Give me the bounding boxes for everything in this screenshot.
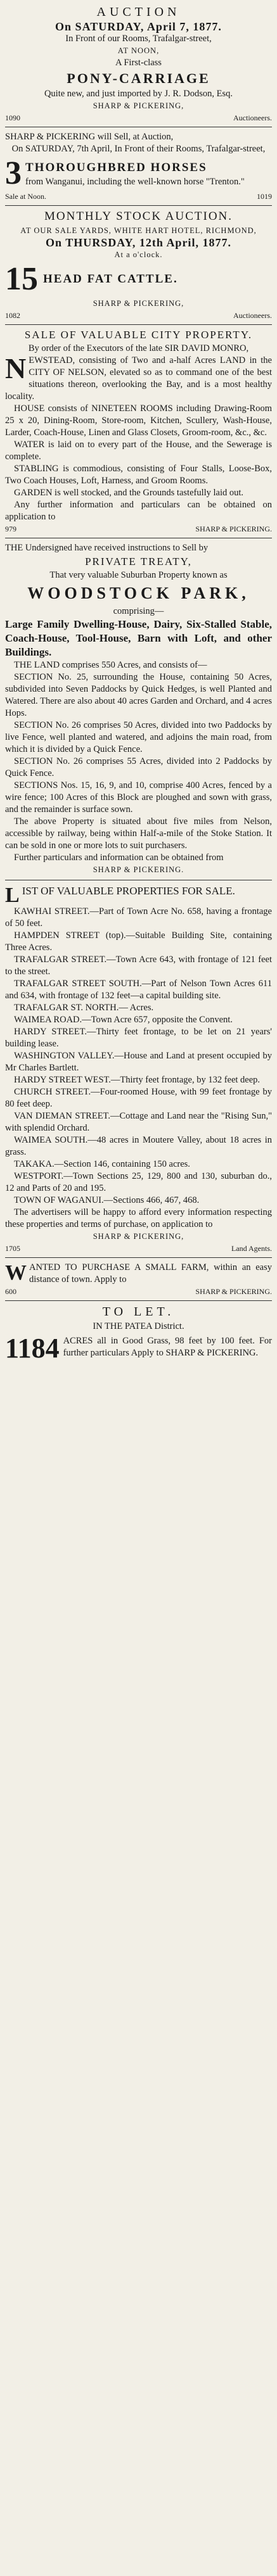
list-item: WAIMEA SOUTH.—48 acres in Moutere Valley, about 18 acres in grass.	[5, 1135, 272, 1157]
ad-agent: SHARP & PICKERING.	[93, 865, 184, 874]
list-item: TRAFALGAR STREET.—Town Acre 643, with frontage of 121 feet to the street.	[5, 955, 272, 977]
ad-title: THOROUGHBRED HORSES	[25, 160, 207, 174]
ad-footer	[5, 192, 272, 201]
ad-date: On SATURDAY, April 7, 1877.	[55, 20, 222, 33]
ad-time: At a o'clock.	[114, 250, 163, 259]
ad-heading: SALE OF VALUABLE CITY PROPERTY.	[24, 329, 253, 341]
ad-big-number: 1184	[5, 1333, 60, 1364]
ad-big-number: 15	[5, 261, 38, 297]
ad-heading: AUCTION	[96, 5, 181, 19]
divider	[5, 324, 272, 325]
ad-intro: A First-class	[115, 58, 162, 68]
ad-title: PONY-CARRIAGE	[67, 70, 210, 86]
ad-section: SECTION No. 25, surrounding the House, containing 50 Acres, subdivided into Seven Paddocks by Quick Hedges, is well Planted and Watered. There are also about 40 acres Garden and Orchard, and 4 acres Hops.	[5, 672, 272, 718]
ad-agent: SHARP & PICKERING.	[195, 1287, 272, 1296]
ad-water: WATER is laid on to every part of the House, and the Sewerage is complete.	[5, 440, 272, 462]
divider	[5, 1300, 272, 1301]
ad-line: SHARP & PICKERING will Sell, at Auction,	[5, 132, 174, 142]
list-item: TRAFALGAR ST. NORTH.— Acres.	[14, 1003, 154, 1013]
ad-time: AT NOON,	[117, 46, 160, 55]
ad-agent: SHARP & PICKERING,	[93, 299, 184, 308]
ad-agent: SHARP & PICKERING,	[93, 1232, 184, 1241]
ad-info: Further particulars and information can be obtained from	[14, 853, 224, 863]
ad-role: Auctioneers.	[233, 113, 272, 122]
divider	[5, 1257, 272, 1258]
ad-line: THE Undersigned have received instructions to Sell by	[5, 543, 209, 553]
ad-footer	[5, 113, 272, 123]
ad-section: SECTIONS Nos. 15, 16, 9, and 10, comprise 400 Acres, fenced by a wire fence; 100 Acres of this Block are ploughed and sown with grass, and the remainder is surface sown.	[5, 780, 272, 815]
ad-footer	[5, 1287, 272, 1297]
drop-cap: N	[5, 352, 27, 384]
ad-place: In Front of our Rooms, Trafalgar-street,	[65, 34, 212, 44]
drop-cap: W	[5, 1261, 27, 1285]
ad-big-number: 3	[5, 155, 22, 191]
ad-footer	[5, 311, 272, 320]
ad-body: WANTED TO PURCHASE A SMALL FARM, within an easy distance of town. Apply to	[5, 1261, 272, 1285]
ad-desc: Quite new, and just imported by J. R. Dodson, Esq.	[44, 89, 233, 99]
list-item: TAKAKA.—Section 146, containing 150 acres.	[14, 1159, 190, 1169]
list-item: TOWN OF WAGANUI.—Sections 466, 467, 468.	[14, 1195, 200, 1205]
ad-property-list	[5, 884, 272, 1253]
ad-woodstock-park	[5, 542, 272, 876]
list-item: HARDY STREET.—Thirty feet frontage, to be let on 21 years' building lease.	[5, 1027, 272, 1049]
ad-ref: 1082	[5, 311, 20, 320]
ad-buildings: Large Family Dwelling-House, Dairy, Six-Stalled Stable, Coach-House, Tool-House, Barn with Loft, and other Buildings.	[5, 618, 272, 658]
list-item: TRAFALGAR STREET SOUTH.—Part of Nelson Town Acres 611 and 634, with frontage of 132 feet—a capital building site.	[5, 979, 272, 1001]
ad-footer	[5, 524, 272, 534]
ad-agent: SHARP & PICKERING.	[195, 524, 272, 533]
list-item: HARDY STREET WEST.—Thirty feet frontage, by 132 feet deep.	[14, 1075, 261, 1085]
ad-body: ACRES all in Good Grass, 98 feet by 100 feet. For further particulars Apply to SHARP & PICKERING.	[63, 1336, 272, 1358]
ad-info: Any further information and particulars can be obtained on application to	[5, 500, 272, 522]
ad-wanted-farm	[5, 1262, 272, 1297]
ad-desc: from Wanganui, including the well-known horse "Trenton."	[25, 176, 245, 187]
ad-advert: The advertisers will be happy to afford every information respecting these properties and terms of purchase, on application to	[5, 1207, 272, 1229]
list-item: WASHINGTON VALLEY.—House and Land at present occupied by Mr Charles Bartlett.	[5, 1051, 272, 1073]
list-item: WAIMEA ROAD.—Town Acre 657, opposite the Convent.	[14, 1015, 233, 1025]
ad-ref: 979	[5, 524, 16, 533]
ad-pony-carriage	[5, 5, 272, 123]
ad-date: On THURSDAY, 12th April, 1877.	[46, 236, 231, 249]
ad-ref: 600	[5, 1287, 16, 1296]
divider	[5, 205, 272, 206]
ad-ref: 1019	[257, 192, 272, 201]
ad-ref: 1705	[5, 1244, 20, 1253]
ad-title: LIST OF VALUABLE PROPERTIES FOR SALE.	[5, 884, 235, 907]
ad-role: Auctioneers.	[233, 311, 272, 320]
ad-section: SECTION No. 26 comprises 50 Acres, divided into two Paddocks by live Fence, well planted and watered, and adjoins the main road, from which it is divided by a Quick Fence.	[5, 720, 272, 754]
ad-heading: TO LET.	[102, 1305, 175, 1319]
ad-heading: MONTHLY STOCK AUCTION.	[44, 210, 233, 223]
list-item: HAMPDEN STREET (top).—Suitable Building Site, containing Three Acres.	[5, 930, 272, 953]
ad-name: WOODSTOCK PARK,	[27, 584, 250, 602]
ad-title: PRIVATE TREATY,	[85, 555, 192, 568]
ad-land: THE LAND comprises 550 Acres, and consists of—	[14, 660, 207, 670]
drop-cap: L	[5, 884, 20, 907]
ad-title: HEAD FAT CATTLE.	[43, 272, 178, 286]
ad-order: By order of the Executors of the late SIR DAVID MONRO,	[28, 343, 249, 353]
ad-role: Land Agents.	[231, 1244, 272, 1253]
ad-stabling: STABLING is commodious, consisting of Four Stalls, Loose-Box, Two Coach Houses, Loft, Harness, and Groom Rooms.	[5, 464, 272, 486]
ad-line: On SATURDAY, 7th April, In Front of their Rooms, Trafalgar-street,	[11, 144, 266, 154]
list-item: CHURCH STREET.—Four-roomed House, with 99 feet frontage by 80 feet deep.	[5, 1087, 272, 1109]
ad-footer	[5, 1244, 272, 1253]
ad-to-let	[5, 1305, 272, 1362]
ad-garden: GARDEN is well stocked, and the Grounds tastefully laid out.	[14, 488, 244, 498]
list-item: KAWHAI STREET.—Part of Town Acre No. 658, having a frontage of 50 feet.	[5, 906, 272, 929]
ad-agent: SHARP & PICKERING,	[93, 101, 184, 110]
ad-city-property	[5, 329, 272, 534]
ad-house: HOUSE consists of NINETEEN ROOMS including Drawing-Room 25 x 20, Dining-Room, Store-room, Kitchen, Scullery, Wash-House, Larder, Coach-House, Linen and Glass Closets, Groom-room, &c., &c.	[5, 403, 272, 438]
ad-ref: 1090	[5, 113, 20, 122]
list-item: WESTPORT.—Town Sections 25, 129, 800 and 130, suburban do., 12 and Parts of 20 and 195.	[5, 1171, 272, 1193]
ad-section: SECTION No. 26 comprises 55 Acres, divided into 2 Paddocks by Quick Fence.	[5, 756, 272, 778]
ad-sub: IN THE PATEA District.	[93, 1321, 184, 1331]
ad-horses	[5, 131, 272, 201]
ad-line: AT OUR SALE YARDS, WHITE HART HOTEL, RICHMOND,	[20, 226, 257, 235]
ad-above: The above Property is situated about five miles from Nelson, accessible by railway, being within Half-a-mile of the Stoke Station. It can be sold in one or more lots to suit purchasers.	[5, 816, 272, 851]
list-item: VAN DIEMAN STREET.—Cottage and Land near the "Rising Sun," with splendid Orchard.	[5, 1111, 272, 1133]
ad-comprising: comprising—	[113, 606, 164, 616]
ad-stock-auction	[5, 210, 272, 320]
ad-body: NEWSTEAD, consisting of Two and a-half Acres LAND in the CITY OF NELSON, elevated so as to command one of the best situations thereon, overlooking the Bay, and is a most healthy locality.	[5, 352, 272, 402]
ad-sale: Sale at Noon.	[5, 192, 46, 201]
ad-line: That very valuable Suburban Property known as	[49, 570, 228, 580]
